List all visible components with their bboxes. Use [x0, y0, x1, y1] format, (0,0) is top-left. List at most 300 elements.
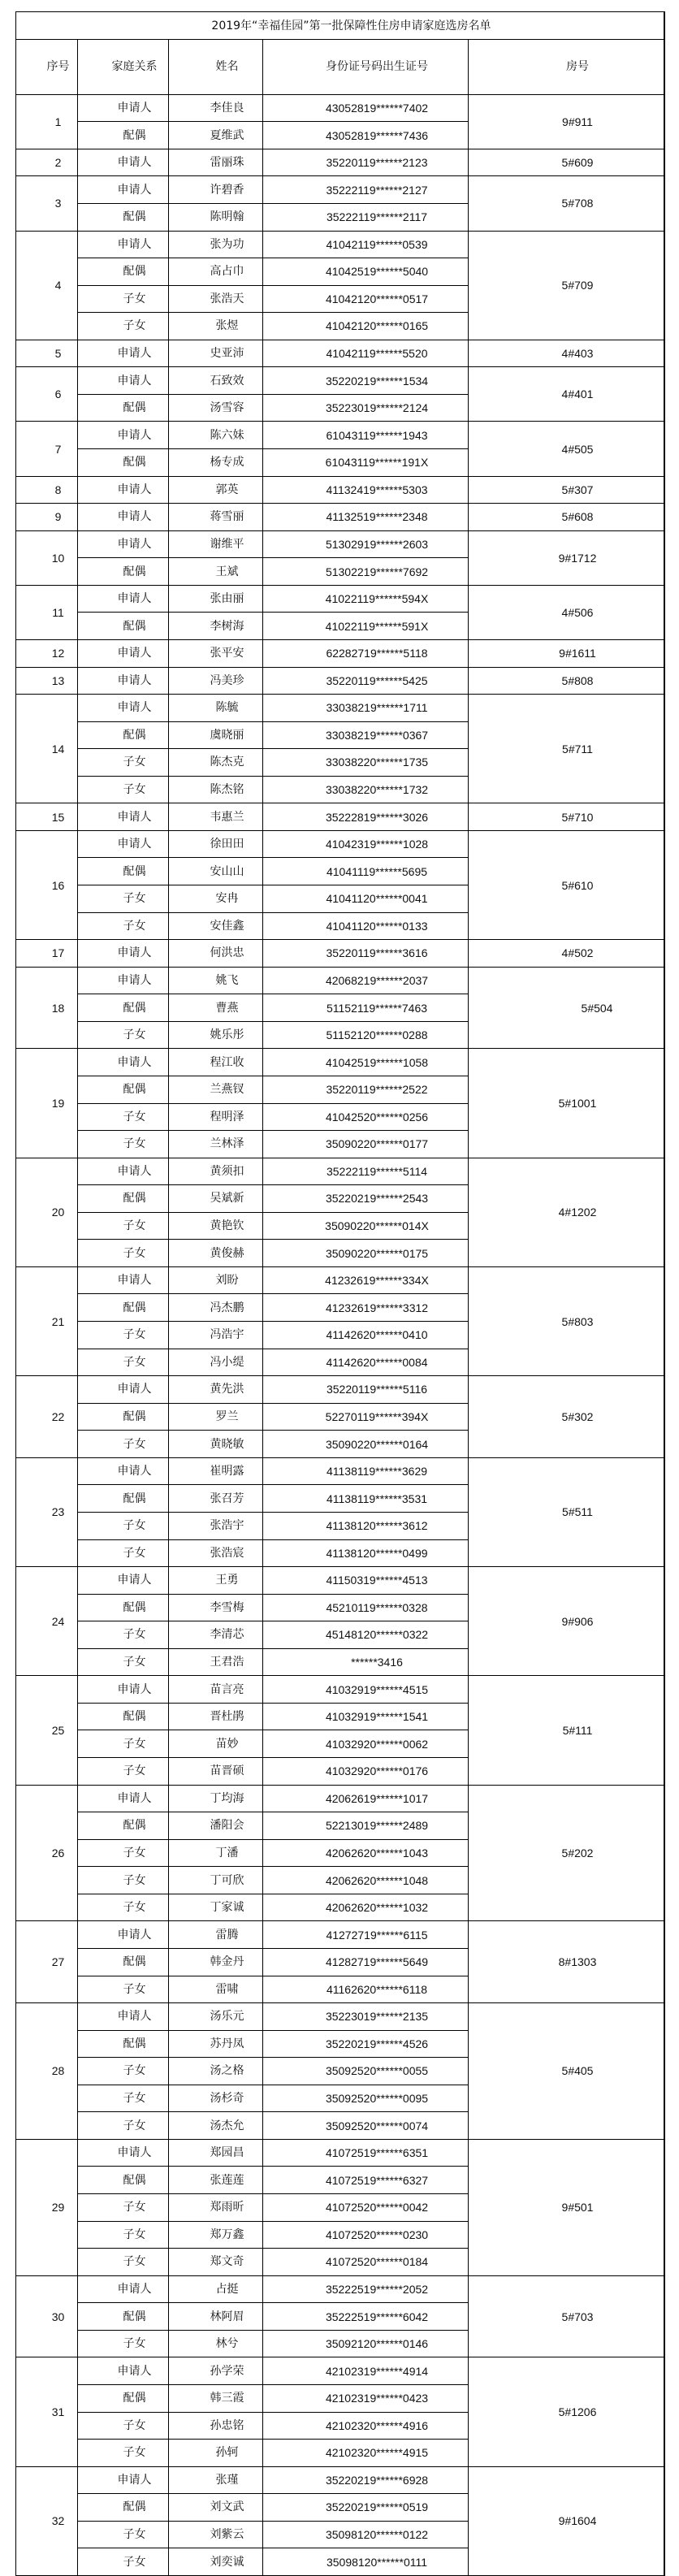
family-number-cell: 8: [16, 477, 78, 504]
id-number-cell: 41072520******0184: [263, 2249, 469, 2276]
family-number-cell: 22: [16, 1376, 78, 1458]
name-cell: 安冉: [169, 885, 263, 913]
name-cell: 史亚沛: [169, 340, 263, 368]
relation-cell: 配偶: [78, 1595, 169, 1622]
family-number-cell: 2: [16, 149, 78, 177]
name-cell: 郑园昌: [169, 2140, 263, 2167]
id-number-cell: 41232619******3312: [263, 1294, 469, 1322]
room-number-cell: 9#911: [469, 95, 665, 149]
name-cell: 王斌: [169, 558, 263, 586]
room-number-cell: 5#610: [469, 831, 665, 940]
relation-cell: 申请人: [78, 1921, 169, 1949]
id-number-cell: 52270119******394X: [263, 1404, 469, 1431]
relation-cell: 子女: [78, 1131, 169, 1158]
family-number-cell: 5: [16, 340, 78, 368]
relation-cell: 配偶: [78, 1704, 169, 1731]
name-cell: 谢维平: [169, 531, 263, 559]
relation-cell: 申请人: [78, 1049, 169, 1076]
relation-cell: 子女: [78, 2413, 169, 2440]
family-number-cell: 29: [16, 2140, 78, 2276]
relation-cell: 子女: [78, 1213, 169, 1240]
name-cell: 苗言亮: [169, 1676, 263, 1704]
relation-cell: 申请人: [78, 176, 169, 204]
relation-cell: 申请人: [78, 95, 169, 123]
name-cell: 孙轲: [169, 2440, 263, 2467]
name-cell: 张浩宸: [169, 1540, 263, 1568]
relation-cell: 配偶: [78, 395, 169, 422]
name-cell: 兰燕钗: [169, 1076, 263, 1104]
id-number-cell: 42062619******1017: [263, 1786, 469, 1813]
id-number-cell: 33038219******1711: [263, 695, 469, 722]
name-cell: 潘阳会: [169, 1812, 263, 1840]
relation-cell: 子女: [78, 1349, 169, 1377]
relation-cell: 申请人: [78, 2140, 169, 2167]
relation-cell: 子女: [78, 2085, 169, 2113]
name-cell: 张瑾: [169, 2467, 263, 2495]
family-number-cell: 26: [16, 1786, 78, 1922]
name-cell: 黄须扣: [169, 1158, 263, 1186]
id-number-cell: 35222519******6042: [263, 2303, 469, 2331]
id-number-cell: 35220119******5116: [263, 1376, 469, 1404]
id-number-cell: 41072520******0230: [263, 2222, 469, 2249]
name-cell: 虞晓丽: [169, 722, 263, 750]
name-cell: 冯小缇: [169, 1349, 263, 1377]
name-cell: 王勇: [169, 1567, 263, 1595]
relation-cell: 申请人: [78, 586, 169, 613]
name-cell: 韩三霞: [169, 2385, 263, 2413]
name-cell: 丁潘: [169, 1840, 263, 1868]
room-number-cell: 5#803: [469, 1267, 665, 1376]
id-number-cell: 43052819******7402: [263, 95, 469, 123]
id-number-cell: 41041120******0133: [263, 913, 469, 941]
id-number-cell: 35092120******0146: [263, 2331, 469, 2358]
room-number-cell: 5#405: [469, 2003, 665, 2140]
id-number-cell: 51152120******0288: [263, 1022, 469, 1050]
id-number-cell: 35092520******0074: [263, 2112, 469, 2140]
id-number-cell: 41132519******2348: [263, 504, 469, 531]
id-number-cell: 41232619******334X: [263, 1267, 469, 1295]
id-number-cell: 41142620******0410: [263, 1322, 469, 1349]
relation-cell: 申请人: [78, 2467, 169, 2495]
name-cell: 汤杰允: [169, 2112, 263, 2140]
id-number-cell: 35222519******2052: [263, 2276, 469, 2304]
relation-cell: 配偶: [78, 449, 169, 477]
relation-cell: 申请人: [78, 640, 169, 668]
name-cell: 夏维武: [169, 122, 263, 149]
relation-cell: 子女: [78, 2249, 169, 2276]
relation-cell: 子女: [78, 2548, 169, 2576]
relation-cell: 子女: [78, 749, 169, 777]
name-cell: 冯杰鹏: [169, 1294, 263, 1322]
id-number-cell: 41072519******6351: [263, 2140, 469, 2167]
relation-cell: 子女: [78, 2058, 169, 2085]
relation-cell: 配偶: [78, 2494, 169, 2522]
id-number-cell: 62282719******5118: [263, 640, 469, 668]
id-number-cell: 35220219******1534: [263, 367, 469, 395]
id-number-cell: 41132419******5303: [263, 477, 469, 504]
name-cell: 黄艳钦: [169, 1213, 263, 1240]
name-cell: 雷啸: [169, 1976, 263, 2004]
family-number-cell: 10: [16, 531, 78, 586]
id-number-cell: 41138119******3531: [263, 1485, 469, 1513]
id-number-cell: 41142620******0084: [263, 1349, 469, 1377]
id-number-cell: ******3416: [263, 1649, 469, 1677]
room-number-cell: 4#403: [469, 340, 665, 368]
room-number-cell: 9#1712: [469, 531, 665, 586]
name-cell: 冯美珍: [169, 668, 263, 695]
name-cell: 林阿眉: [169, 2303, 263, 2331]
relation-cell: 申请人: [78, 1458, 169, 1486]
id-number-cell: 41032920******0176: [263, 1758, 469, 1786]
name-cell: 韦惠兰: [169, 803, 263, 831]
id-number-cell: 43052819******7436: [263, 122, 469, 149]
family-number-cell: 28: [16, 2003, 78, 2140]
id-number-cell: 35220119******2123: [263, 149, 469, 177]
relation-cell: 子女: [78, 1730, 169, 1758]
room-number-cell: 4#401: [469, 367, 665, 422]
relation-cell: 配偶: [78, 1812, 169, 1840]
name-cell: 兰林泽: [169, 1131, 263, 1158]
name-cell: 占挺: [169, 2276, 263, 2304]
family-number-cell: 6: [16, 367, 78, 422]
family-number-cell: 32: [16, 2467, 78, 2576]
id-number-cell: 61043119******191X: [263, 449, 469, 477]
relation-cell: 配偶: [78, 858, 169, 885]
room-number-cell: 5#111: [469, 1676, 665, 1785]
relation-cell: 申请人: [78, 1567, 169, 1595]
name-cell: 陈杰克: [169, 749, 263, 777]
id-number-cell: 41042119******0539: [263, 232, 469, 259]
room-number-cell: 5#710: [469, 803, 665, 831]
relation-cell: 配偶: [78, 722, 169, 750]
relation-cell: 配偶: [78, 1076, 169, 1104]
relation-cell: 子女: [78, 1240, 169, 1267]
id-number-cell: 41272719******6115: [263, 1921, 469, 1949]
id-number-cell: 35098120******0111: [263, 2548, 469, 2576]
name-cell: 陈毓: [169, 695, 263, 722]
name-cell: 张煜: [169, 313, 263, 340]
room-number-cell: 4#506: [469, 586, 665, 640]
family-number-cell: 1: [16, 95, 78, 149]
relation-cell: 子女: [78, 777, 169, 804]
family-number-cell: 21: [16, 1267, 78, 1376]
id-number-cell: 41042120******0165: [263, 313, 469, 340]
room-number-cell: 5#1206: [469, 2357, 665, 2466]
id-number-cell: 35098120******0122: [263, 2522, 469, 2549]
name-cell: 程江收: [169, 1049, 263, 1076]
relation-cell: 申请人: [78, 831, 169, 859]
name-cell: 张莲莲: [169, 2167, 263, 2194]
name-cell: 汤之格: [169, 2058, 263, 2085]
room-number-cell: 9#1611: [469, 640, 665, 668]
id-number-cell: 35220219******4526: [263, 2031, 469, 2059]
header-relation: 家庭关系: [78, 40, 169, 95]
id-number-cell: 35090220******0177: [263, 1131, 469, 1158]
relation-cell: 配偶: [78, 258, 169, 286]
id-number-cell: 42102320******4915: [263, 2440, 469, 2467]
name-cell: 刘盼: [169, 1267, 263, 1295]
relation-cell: 申请人: [78, 340, 169, 368]
id-number-cell: 41282719******5649: [263, 1949, 469, 1976]
id-number-cell: 41032920******0062: [263, 1730, 469, 1758]
relation-cell: 子女: [78, 1976, 169, 2004]
name-cell: 苏丹凤: [169, 2031, 263, 2059]
relation-cell: 配偶: [78, 558, 169, 586]
name-cell: 汤杉奇: [169, 2085, 263, 2113]
room-number-cell: 5#307: [469, 477, 665, 504]
id-number-cell: 35222819******3026: [263, 803, 469, 831]
relation-cell: 子女: [78, 913, 169, 941]
id-number-cell: 41032919******4515: [263, 1676, 469, 1704]
name-cell: 高占巾: [169, 258, 263, 286]
relation-cell: 申请人: [78, 367, 169, 395]
id-number-cell: 35220119******5425: [263, 668, 469, 695]
id-number-cell: 42062620******1043: [263, 1840, 469, 1868]
family-number-cell: 25: [16, 1676, 78, 1785]
relation-cell: 子女: [78, 2440, 169, 2467]
id-number-cell: 35220119******2522: [263, 1076, 469, 1104]
name-cell: 何洪忠: [169, 940, 263, 968]
relation-cell: 申请人: [78, 803, 169, 831]
family-number-cell: 31: [16, 2357, 78, 2466]
family-number-cell: 4: [16, 232, 78, 340]
id-number-cell: 41162620******6118: [263, 1976, 469, 2004]
family-number-cell: 14: [16, 695, 78, 803]
name-cell: 罗兰: [169, 1404, 263, 1431]
id-number-cell: 42102319******4914: [263, 2357, 469, 2385]
name-cell: 李佳良: [169, 95, 263, 123]
relation-cell: 申请人: [78, 1158, 169, 1186]
family-number-cell: 24: [16, 1567, 78, 1676]
name-cell: 郑雨昕: [169, 2194, 263, 2222]
id-number-cell: 33038219******0367: [263, 722, 469, 750]
relation-cell: 申请人: [78, 149, 169, 177]
room-number-cell: 5#808: [469, 668, 665, 695]
name-cell: 许碧香: [169, 176, 263, 204]
name-cell: 陈明翰: [169, 204, 263, 232]
relation-cell: 申请人: [78, 1676, 169, 1704]
name-cell: 张为功: [169, 232, 263, 259]
relation-cell: 配偶: [78, 1485, 169, 1513]
name-cell: 张平安: [169, 640, 263, 668]
id-number-cell: 61043119******1943: [263, 422, 469, 449]
family-number-cell: 23: [16, 1458, 78, 1567]
id-number-cell: 35222119******2117: [263, 204, 469, 232]
name-cell: 刘奕诚: [169, 2548, 263, 2576]
name-cell: 韩金丹: [169, 1949, 263, 1976]
relation-cell: 子女: [78, 2222, 169, 2249]
id-number-cell: 41042319******1028: [263, 831, 469, 859]
relation-cell: 配偶: [78, 2303, 169, 2331]
relation-cell: 子女: [78, 1513, 169, 1540]
id-number-cell: 41138119******3629: [263, 1458, 469, 1486]
family-number-cell: 19: [16, 1049, 78, 1158]
room-number-cell: 5#1001: [469, 1049, 665, 1158]
family-number-cell: 18: [16, 968, 78, 1050]
id-number-cell: 45210119******0328: [263, 1595, 469, 1622]
id-number-cell: 35090220******0175: [263, 1240, 469, 1267]
relation-cell: 申请人: [78, 1786, 169, 1813]
id-number-cell: 41042519******5040: [263, 258, 469, 286]
family-number-cell: 12: [16, 640, 78, 668]
room-number-cell: 5#609: [469, 149, 665, 177]
id-number-cell: 52213019******2489: [263, 1812, 469, 1840]
relation-cell: 配偶: [78, 1404, 169, 1431]
name-cell: 张浩天: [169, 286, 263, 314]
id-number-cell: 42102320******4916: [263, 2413, 469, 2440]
relation-cell: 申请人: [78, 422, 169, 449]
relation-cell: 申请人: [78, 504, 169, 531]
name-cell: 黄俊赫: [169, 1240, 263, 1267]
name-cell: 刘文武: [169, 2494, 263, 2522]
id-number-cell: 33038220******1732: [263, 777, 469, 804]
name-cell: 姚乐彤: [169, 1022, 263, 1050]
name-cell: 郑万鑫: [169, 2222, 263, 2249]
name-cell: 苗晋硕: [169, 1758, 263, 1786]
name-cell: 丁家诚: [169, 1894, 263, 1922]
name-cell: 杨专成: [169, 449, 263, 477]
relation-cell: 申请人: [78, 668, 169, 695]
room-number-cell: 5#504: [469, 968, 665, 1050]
name-cell: 雷腾: [169, 1921, 263, 1949]
id-number-cell: 41042119******5520: [263, 340, 469, 368]
name-cell: 黄晓敏: [169, 1431, 263, 1458]
header-name: 姓名: [169, 40, 263, 95]
id-number-cell: 41042519******1058: [263, 1049, 469, 1076]
header-room: 房号: [469, 40, 665, 95]
room-number-cell: 5#608: [469, 504, 665, 531]
room-number-cell: 5#708: [469, 176, 665, 231]
id-number-cell: 41072519******6327: [263, 2167, 469, 2194]
id-number-cell: 45148120******0322: [263, 1621, 469, 1649]
relation-cell: 子女: [78, 2112, 169, 2140]
name-cell: 蒋雪丽: [169, 504, 263, 531]
id-number-cell: 33038220******1735: [263, 749, 469, 777]
room-number-cell: 5#202: [469, 1786, 665, 1922]
relation-cell: 子女: [78, 286, 169, 314]
name-cell: 丁均海: [169, 1786, 263, 1813]
name-cell: 安佳鑫: [169, 913, 263, 941]
id-number-cell: 41042520******0256: [263, 1104, 469, 1132]
id-number-cell: 41150319******4513: [263, 1567, 469, 1595]
relation-cell: 申请人: [78, 1267, 169, 1295]
relation-cell: 申请人: [78, 940, 169, 968]
name-cell: 崔明露: [169, 1458, 263, 1486]
relation-cell: 申请人: [78, 477, 169, 504]
relation-cell: 配偶: [78, 204, 169, 232]
id-number-cell: 41022119******591X: [263, 613, 469, 640]
room-number-cell: 4#505: [469, 422, 665, 476]
id-number-cell: 35090220******0164: [263, 1431, 469, 1458]
id-number-cell: 42062620******1048: [263, 1867, 469, 1894]
family-number-cell: 20: [16, 1158, 78, 1267]
relation-cell: 子女: [78, 1104, 169, 1132]
id-number-cell: 35222119******2127: [263, 176, 469, 204]
name-cell: 孙学荣: [169, 2357, 263, 2385]
room-number-cell: 9#501: [469, 2140, 665, 2276]
name-cell: 陈杰铭: [169, 777, 263, 804]
name-cell: 林兮: [169, 2331, 263, 2358]
name-cell: 汤乐元: [169, 2003, 263, 2031]
relation-cell: 申请人: [78, 2276, 169, 2304]
id-number-cell: 42062620******1032: [263, 1894, 469, 1922]
id-number-cell: 41138120******3612: [263, 1513, 469, 1540]
relation-cell: 子女: [78, 1649, 169, 1677]
name-cell: 张浩宇: [169, 1513, 263, 1540]
family-number-cell: 30: [16, 2276, 78, 2358]
relation-cell: 申请人: [78, 2003, 169, 2031]
name-cell: 晋杜鹃: [169, 1704, 263, 1731]
name-cell: 李清芯: [169, 1621, 263, 1649]
name-cell: 孙忠铭: [169, 2413, 263, 2440]
relation-cell: 子女: [78, 1322, 169, 1349]
id-number-cell: 35223019******2135: [263, 2003, 469, 2031]
family-number-cell: 7: [16, 422, 78, 476]
name-cell: 雷丽珠: [169, 149, 263, 177]
name-cell: 吴斌新: [169, 1185, 263, 1213]
relation-cell: 子女: [78, 1758, 169, 1786]
family-number-cell: 3: [16, 176, 78, 231]
id-number-cell: 35220219******6928: [263, 2467, 469, 2495]
id-number-cell: 35223019******2124: [263, 395, 469, 422]
id-number-cell: 41042120******0517: [263, 286, 469, 314]
room-number-cell: 4#1202: [469, 1158, 665, 1267]
relation-cell: 配偶: [78, 1185, 169, 1213]
id-number-cell: 35220219******0519: [263, 2494, 469, 2522]
name-cell: 李雪梅: [169, 1595, 263, 1622]
name-cell: 李树海: [169, 613, 263, 640]
relation-cell: 子女: [78, 1867, 169, 1894]
id-number-cell: 41022119******594X: [263, 586, 469, 613]
id-number-cell: 41032919******1541: [263, 1704, 469, 1731]
relation-cell: 子女: [78, 313, 169, 340]
relation-cell: 子女: [78, 885, 169, 913]
id-number-cell: 41072520******0042: [263, 2194, 469, 2222]
id-number-cell: 51302919******2603: [263, 531, 469, 559]
name-cell: 张召芳: [169, 1485, 263, 1513]
relation-cell: 子女: [78, 1022, 169, 1050]
id-number-cell: 42102319******0423: [263, 2385, 469, 2413]
name-cell: 苗妙: [169, 1730, 263, 1758]
room-number-cell: 5#709: [469, 232, 665, 340]
name-cell: 郭英: [169, 477, 263, 504]
relation-cell: 子女: [78, 1840, 169, 1868]
family-number-cell: 13: [16, 668, 78, 695]
name-cell: 程明泽: [169, 1104, 263, 1132]
name-cell: 张由丽: [169, 586, 263, 613]
family-number-cell: 9: [16, 504, 78, 531]
family-number-cell: 17: [16, 940, 78, 968]
room-number-cell: 5#511: [469, 1458, 665, 1567]
family-number-cell: 11: [16, 586, 78, 640]
relation-cell: 申请人: [78, 695, 169, 722]
relation-cell: 配偶: [78, 2385, 169, 2413]
name-cell: 石致效: [169, 367, 263, 395]
id-number-cell: 35222119******5114: [263, 1158, 469, 1186]
id-number-cell: 51152119******7463: [263, 994, 469, 1022]
room-number-cell: 9#1604: [469, 2467, 665, 2576]
id-number-cell: 35092520******0095: [263, 2085, 469, 2113]
name-cell: 黄先洪: [169, 1376, 263, 1404]
roster-title: 2019年“幸福佳园”第一批保障性住房申请家庭选房名单: [16, 12, 665, 40]
id-number-cell: 35220219******2543: [263, 1185, 469, 1213]
id-number-cell: 35092520******0055: [263, 2058, 469, 2085]
name-cell: 郑文奇: [169, 2249, 263, 2276]
relation-cell: 申请人: [78, 968, 169, 995]
relation-cell: 配偶: [78, 122, 169, 149]
relation-cell: 配偶: [78, 2167, 169, 2194]
relation-cell: 配偶: [78, 613, 169, 640]
